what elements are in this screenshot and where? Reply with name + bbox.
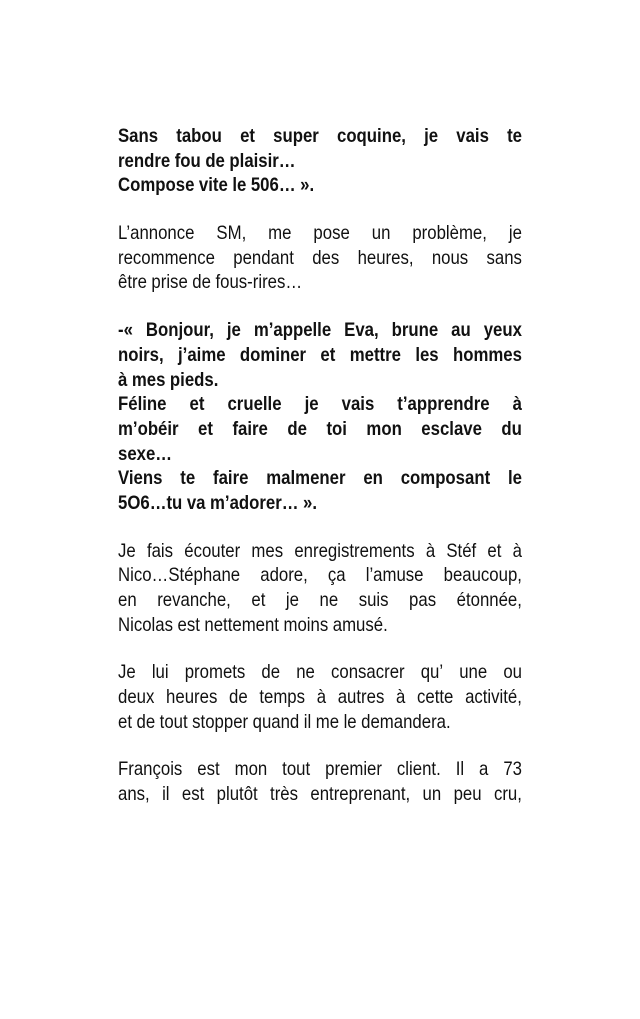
paragraph: [118, 318, 522, 516]
word: ne: [319, 589, 339, 611]
word: l’amuse: [365, 564, 424, 587]
word: il: [162, 783, 170, 806]
word: faire: [213, 467, 249, 490]
word: esclave: [421, 417, 482, 440]
word: premier: [325, 758, 382, 781]
word: beaucoup,: [443, 564, 522, 587]
word: 73: [503, 758, 522, 781]
word: cette: [417, 686, 454, 709]
word: 506…: [250, 174, 296, 197]
word: heures,: [357, 246, 414, 269]
word: ».: [303, 491, 318, 514]
text-line: [118, 466, 522, 491]
word: les: [415, 343, 439, 366]
word: m’appelle: [253, 319, 332, 342]
word: quand: [252, 710, 300, 733]
word: du: [501, 417, 522, 440]
text-line: [118, 417, 522, 442]
word: revanche,: [157, 589, 231, 611]
word: mes: [131, 368, 166, 391]
paragraph: [118, 757, 522, 806]
word: en: [363, 467, 383, 490]
word: ans,: [118, 783, 150, 806]
text-line: [118, 710, 465, 735]
word: mes: [251, 539, 284, 562]
word: au: [451, 319, 471, 342]
word: je: [226, 319, 241, 342]
word: vais: [456, 125, 489, 147]
text-line: [118, 343, 522, 368]
word: cruelle: [227, 393, 282, 416]
word: pas: [409, 589, 437, 611]
word: tout: [159, 710, 188, 733]
paragraph: [118, 124, 522, 198]
word: adore,: [260, 564, 308, 587]
word: Stéf: [446, 539, 477, 562]
word: je: [304, 393, 319, 416]
word: j’aime: [178, 343, 226, 366]
word: le: [343, 710, 357, 733]
word: Eva,: [344, 319, 379, 342]
word: le: [507, 467, 522, 490]
word: amusé.: [332, 613, 388, 636]
word: de: [192, 271, 211, 294]
word: de: [229, 686, 248, 709]
word: je: [285, 589, 299, 611]
text-line: [118, 149, 465, 174]
word: hommes: [452, 343, 522, 366]
word: consacrer: [330, 661, 405, 684]
word: ça: [327, 564, 346, 587]
word: sexe…: [118, 442, 173, 465]
word: prise: [151, 271, 188, 294]
word: est: [177, 613, 200, 636]
word: sans: [486, 246, 522, 269]
text-line: [118, 173, 465, 198]
word: toi: [326, 417, 347, 440]
word: à: [425, 539, 436, 562]
word: moins: [283, 613, 329, 636]
word: un: [371, 222, 391, 245]
text-line: [118, 491, 465, 516]
word: fous-rires…: [215, 271, 303, 294]
word: brune: [391, 319, 439, 342]
word: me: [268, 222, 292, 245]
word: promets: [184, 661, 246, 684]
text-line: [118, 270, 465, 295]
word: de: [205, 149, 225, 172]
word: te: [507, 125, 522, 147]
word: des: [312, 246, 340, 269]
word: Nico…Stéphane: [118, 564, 241, 587]
word: dominer: [239, 343, 307, 366]
word: lui: [151, 661, 169, 684]
word: Bonjour,: [145, 319, 214, 342]
word: à: [396, 686, 406, 709]
word: et: [487, 539, 502, 562]
word: va: [186, 491, 206, 514]
word: François: [118, 758, 183, 781]
word: ou: [503, 661, 522, 684]
word: m’adorer…: [209, 491, 299, 514]
word: vais: [341, 393, 375, 416]
word: je: [508, 222, 522, 245]
text-line: [118, 221, 522, 246]
word: demandera.: [361, 710, 451, 733]
word: SM,: [216, 222, 247, 245]
word: client.: [396, 758, 441, 781]
word: et: [189, 393, 205, 416]
paragraph: [118, 221, 522, 295]
word: plutôt: [216, 783, 258, 806]
word: m’obéir: [118, 417, 179, 440]
word: Sans: [118, 125, 159, 147]
word: à: [118, 368, 128, 391]
text-line: [118, 660, 522, 685]
word: nettement: [204, 613, 279, 636]
word: mon: [234, 758, 268, 781]
word: suis: [358, 589, 389, 611]
text-line: [118, 392, 522, 417]
word: autres: [337, 686, 385, 709]
word: et: [320, 343, 336, 366]
word: fou: [174, 149, 201, 172]
word: ».: [300, 174, 315, 197]
text-line: [118, 613, 465, 638]
word: a: [479, 758, 489, 781]
word: Je: [118, 661, 136, 684]
word: Viens: [118, 467, 163, 490]
word: de: [136, 710, 156, 733]
word: nous: [431, 246, 469, 269]
word: te: [180, 467, 196, 490]
word: fais: [146, 539, 174, 562]
word: tout: [282, 758, 311, 781]
word: recommence: [118, 246, 215, 269]
word: de: [287, 417, 307, 440]
text-line: [118, 318, 522, 343]
word: être: [118, 271, 147, 294]
word: un: [422, 783, 442, 806]
word: enregistrements: [294, 539, 415, 562]
word: Compose: [118, 174, 195, 197]
word: et: [240, 125, 255, 147]
word: yeux: [483, 319, 522, 342]
document-page: [118, 124, 522, 830]
word: très: [270, 783, 299, 806]
word: Il: [455, 758, 465, 781]
paragraph: [118, 539, 522, 638]
word: mon: [366, 417, 402, 440]
word: ne: [296, 661, 315, 684]
text-line: [118, 782, 522, 807]
word: deux: [118, 686, 155, 709]
text-line: [118, 368, 465, 393]
text-line: [118, 442, 465, 467]
text-line: [118, 757, 522, 782]
word: activité,: [465, 686, 522, 709]
word: plaisir…: [229, 149, 296, 172]
word: coquine,: [336, 125, 406, 147]
word: faire: [232, 417, 268, 440]
word: Nicolas: [118, 613, 173, 636]
word: entreprenant,: [310, 783, 411, 806]
word: de: [261, 661, 281, 684]
word: noirs,: [118, 343, 164, 366]
word: et: [198, 417, 213, 440]
word: composant: [400, 467, 491, 490]
text-line: [118, 246, 522, 271]
word: t’apprendre: [397, 393, 490, 416]
word: est: [197, 758, 220, 781]
word: peu: [453, 783, 482, 806]
word: me: [315, 710, 340, 733]
word: à: [512, 539, 522, 562]
word: L’annonce: [118, 222, 195, 245]
word: malmener: [266, 467, 346, 490]
word: super: [273, 125, 319, 147]
word: heures: [166, 686, 218, 709]
text-line: [118, 563, 522, 588]
word: mettre: [349, 343, 401, 366]
word: pendant: [233, 246, 294, 269]
word: pose: [313, 222, 350, 245]
word: écouter: [184, 539, 241, 562]
word: stopper: [192, 710, 249, 733]
word: en: [118, 589, 137, 611]
word: étonnée,: [456, 589, 522, 611]
word: le: [232, 174, 247, 197]
word: une: [459, 661, 488, 684]
word: je: [424, 125, 439, 147]
word: et: [118, 710, 132, 733]
word: 5O6…tu: [118, 491, 183, 514]
word: à: [512, 393, 522, 416]
word: temps: [259, 686, 306, 709]
word: cru,: [493, 783, 522, 806]
word: problème,: [412, 222, 487, 245]
word: il: [303, 710, 312, 733]
word: et: [251, 589, 266, 611]
word: à: [316, 686, 327, 709]
word: tabou: [176, 125, 222, 147]
paragraph: [118, 660, 522, 734]
word: pieds.: [169, 368, 219, 391]
text-line: [118, 539, 522, 564]
word: -«: [118, 319, 133, 342]
text-line: [118, 588, 522, 613]
word: vite: [198, 174, 228, 197]
word: est: [181, 783, 205, 806]
word: rendre: [118, 149, 171, 172]
word: qu’: [420, 661, 444, 684]
text-line: [118, 685, 522, 710]
word: Je: [118, 539, 136, 562]
text-line: [118, 124, 522, 149]
word: Féline: [118, 393, 167, 416]
